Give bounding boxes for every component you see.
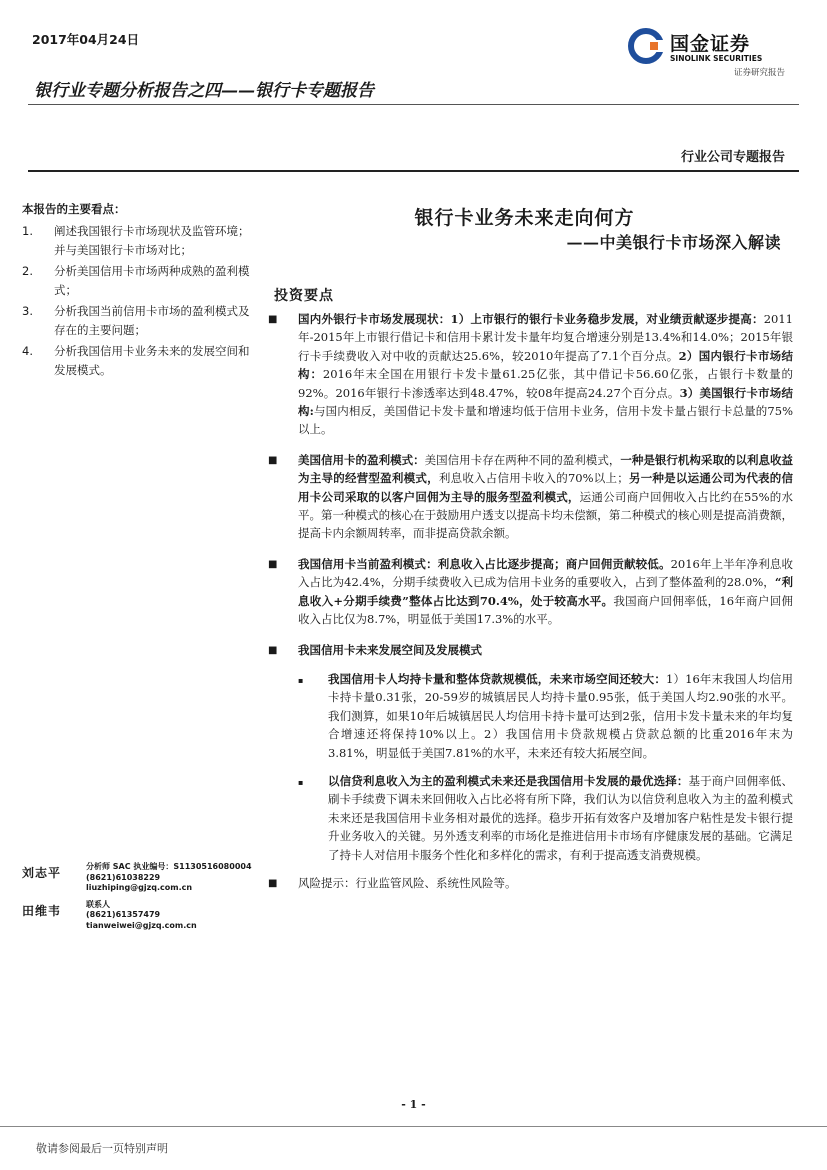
key-point-text (298, 555, 793, 629)
point-text: 基于商户回佣率低、刷卡手续费下调未来回佣收入占比必将有所下降，我们认为以信贷利息收入为主的盈利模式未来还是我国信用卡业务相对最优的选择。稳步开拓有效客户及增加客户粘性是发卡银行提升业务收入的关键。另外透支利率的市场化是推进信用卡市场有序健康发展的基础。它满足了持卡人对信用卡服务个性化和多样化的需求，有利于提高透支消费规模。 (328, 773, 794, 862)
section-heading: 投资要点 (274, 288, 334, 304)
point-text: 1）16年末我国人均信用卡持卡量0.31张，20-59岁的城镇居民人均持卡量0.95张，低于美国人均2.90张的水平。我们测算，如果10年后城镇居民人均信用卡持卡量可达到2张，信用卡发卡量未来的年均复合增速还将保持10%以上。2）我国信用卡贷款规模占贷款总额的比重2016年末为3.81%，明显低于美国7.81%的水平，未来还有较大拓展空间。 (328, 671, 793, 760)
sub-bullet-icon: ▪ (298, 777, 304, 787)
point-lead: 一种是银行机构采取的以利息收益为主导的经营型盈利模式， (298, 452, 794, 486)
list-item (22, 262, 252, 300)
analyst-email[interactable]: tianweiwei@gjzq.com.cn (86, 920, 197, 930)
sinolink-logo-icon (628, 28, 664, 64)
main-title: 银行卡业务未来走向何方 (414, 207, 635, 229)
key-point (268, 310, 793, 439)
point-lead: 我国信用卡人均持卡量和整体贷款规模低，未来市场空间还较大： (328, 671, 666, 686)
bullet-icon: ■ (268, 877, 278, 889)
list-item-text: 分析我国信用卡业务未来的发展空间和发展模式。 (54, 344, 250, 377)
research-label: 证券研究报告 (733, 68, 785, 78)
list-item-text: 分析我国当前信用卡市场的盈利模式及存在的主要问题； (54, 304, 250, 337)
point-text: 我国商户回佣率低，16年商户回佣收入占比仅为8.7%，明显低于美国17.3%的水平。 (298, 593, 794, 627)
footer-divider (0, 1126, 827, 1127)
list-item-number: 3. (22, 304, 33, 318)
analyst-role: 联系人 (86, 899, 110, 909)
bullet-icon: ■ (268, 644, 278, 656)
bullet-icon: ■ (268, 454, 278, 466)
sub-point (298, 772, 793, 864)
key-point (268, 451, 793, 543)
key-point (268, 641, 793, 660)
sub-bullet-icon: ▪ (298, 675, 304, 685)
logo-chinese-name: 国金证券 (670, 33, 751, 55)
analyst-license: 分析师 SAC 执业编号：S1130516080004 (86, 862, 252, 871)
list-item (22, 342, 252, 380)
point-heading: 我国信用卡未来发展空间及发展模式 (298, 642, 482, 657)
point-lead: “利息收入+分期手续费”整体占比达到70.4%，处于较高水平。 (298, 575, 793, 608)
analyst-name: 刘志平 (22, 866, 62, 880)
report-type: 行业公司专题报告 (680, 150, 785, 165)
point-text: 2016年末全国在用银行卡发卡量61.25亿张，其中借记卡56.60亿张，占银行卡数量的92%。2016年银行卡渗透率达到48.47%，较08年提高24.27个百分点。 (298, 367, 794, 400)
logo-english-name: SINOLINK SECURITIES (670, 54, 763, 63)
analyst-phone: (8621)61038229 (86, 872, 161, 882)
point-lead: 以信贷利息收入为主的盈利模式未来还是我国信用卡发展的最优选择： (328, 773, 689, 788)
point-text: 利息收入占信用卡收入的70%以上； (438, 471, 629, 486)
page-number: - 1 - (401, 1098, 426, 1111)
list-item-number: 1. (22, 224, 33, 238)
risk-warning: 风险提示：行业监管风险、系统性风险等。 (298, 875, 517, 890)
point-lead: 3）美国银行卡市场结构: (298, 385, 793, 419)
list-item-text: 阐述我国银行卡市场现状及监管环境；并与美国银行卡市场对比； (54, 224, 250, 257)
bullet-icon: ■ (268, 558, 278, 570)
disclaimer-note: 敬请参阅最后一页特别声明 (36, 1142, 168, 1155)
list-item-number: 2. (22, 264, 33, 278)
sub-point-text (328, 670, 793, 762)
point-lead: 国内外银行卡市场发展现状：1）上市银行的银行卡业务稳步发展，对业绩贡献逐步提高： (298, 312, 764, 326)
key-point-text (298, 310, 793, 439)
point-text: 与国内相反，美国借记卡发卡量和增速均低于信用卡业务，信用卡发卡量占银行卡总量的75%以上。 (298, 404, 793, 437)
analyst-info (86, 900, 197, 932)
point-text: 2011年-2015年上市银行借记卡和信用卡累计发卡量年均复合增速分别是13.4%和14.0%；2015年银行卡手续费收入对中收的贡献达25.6%，较2010年提高了7.1个百分点。 (298, 312, 793, 363)
key-point (268, 874, 793, 893)
point-text: 2016年上半年净利息收入占比为42.4%，分期手续费收入已成为信用卡业务的重要收入，占到了整体盈利的28.0%， (298, 556, 794, 590)
investment-points (268, 310, 793, 905)
point-lead: 2）国内银行卡市场结构： (298, 348, 793, 382)
point-text: 美国信用卡存在两种不同的盈利模式， (424, 452, 621, 467)
point-lead: 我国信用卡当前盈利模式：利息收入占比逐步提高；商户回佣贡献较低。 (298, 556, 671, 571)
report-date: 2017年04月24日 (32, 32, 140, 47)
bullet-icon: ■ (268, 314, 278, 325)
analyst-card (22, 900, 262, 932)
analyst-contacts (22, 862, 262, 937)
analyst-phone: (8621)61357479 (86, 910, 161, 919)
point-text: 运通公司商户回佣收入占比约在55%的水平。第一种模式的核心在于鼓励用户透支以提高卡均未偿额，第二种模式的核心则是提高消费额，提高卡内余额周转率，而非提高贷款余额。 (298, 489, 794, 541)
analyst-name: 田维韦 (22, 903, 62, 918)
list-item-text: 分析美国信用卡市场两种成熟的盈利模式； (54, 264, 250, 297)
sub-point (298, 670, 793, 762)
list-item (22, 302, 252, 340)
main-subtitle: ——中美银行卡市场深入解读 (566, 233, 781, 252)
analyst-info (86, 862, 252, 894)
header-divider (28, 104, 799, 105)
list-item-number: 4. (22, 344, 33, 358)
section-divider (28, 170, 799, 172)
analyst-card (22, 862, 262, 894)
list-item (22, 222, 252, 260)
sidebar-title: 本报告的主要看点： (22, 202, 126, 216)
key-point-text (298, 451, 793, 543)
document-title: 银行业专题分析报告之四——银行卡专题报告 (34, 81, 374, 101)
point-lead: 美国信用卡的盈利模式： (298, 452, 425, 467)
analyst-email[interactable]: liuzhiping@gjzq.com.cn (86, 883, 193, 892)
point-lead: 另一种是以运通公司为代表的信用卡公司采取的以客户回佣为主导的服务型盈利模式， (298, 471, 794, 504)
sub-point-text (328, 772, 793, 864)
key-point (268, 555, 793, 629)
highlights-sidebar (22, 200, 252, 382)
